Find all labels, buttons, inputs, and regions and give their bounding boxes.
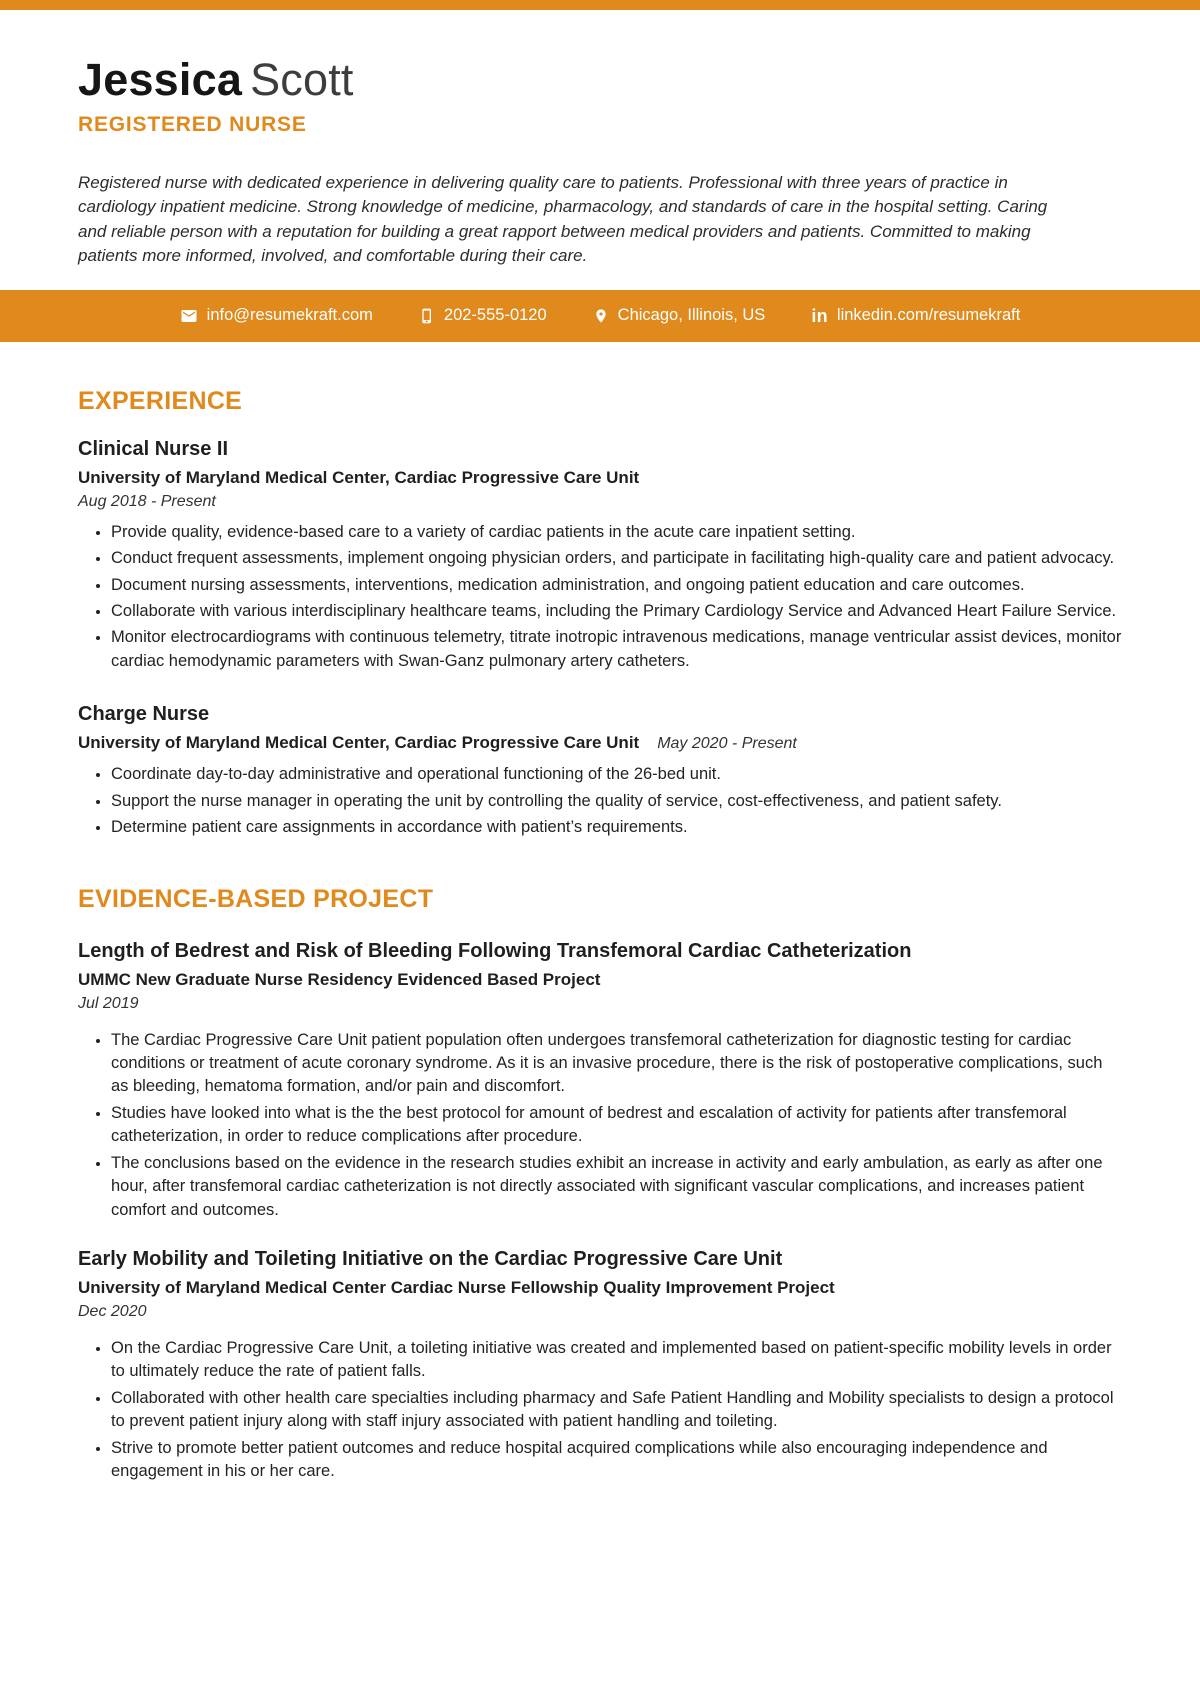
job-entry bbox=[78, 438, 1122, 674]
contact-phone[interactable] bbox=[419, 306, 547, 325]
projects-heading: EVIDENCE-BASED PROJECT bbox=[78, 884, 434, 913]
project-title: Length of Bedrest and Risk of Bleeding Following Transfemoral Cardiac Catheterization bbox=[78, 939, 912, 962]
project-subtitle: UMMC New Graduate Nurse Residency Evidenced Based Project bbox=[78, 969, 601, 989]
job-organization: University of Maryland Medical Center, Cardiac Progressive Care Unit bbox=[78, 733, 640, 753]
candidate-name bbox=[78, 56, 1122, 103]
contact-linkedin-text: linkedin.com/resumekraft bbox=[836, 306, 1021, 325]
job-entry bbox=[78, 703, 1122, 839]
bullet-item: • Studies have looked into what is the the best protocol for amount of bedrest and escalation of activity for patients after transfemoral catheterization, in order to reduce complications after procedure. bbox=[111, 1102, 1122, 1149]
job-bullet-list bbox=[78, 521, 1122, 674]
job-organization-line bbox=[78, 733, 1122, 753]
resume-body bbox=[0, 387, 1200, 1547]
project-dates: Dec 2020 bbox=[78, 1302, 147, 1320]
resume-header bbox=[0, 10, 1200, 268]
job-dates: May 2020 - Present bbox=[657, 735, 797, 753]
bullet-item: • Provide quality, evidence-based care to a variety of cardiac patients in the acute care inpatient setting. bbox=[111, 521, 1122, 544]
experience-heading: EXPERIENCE bbox=[78, 386, 243, 415]
last-name: Scott bbox=[250, 54, 354, 105]
bullet-item: • The Cardiac Progressive Care Unit patient population often undergoes transfemoral catheterization for diagnostic testing for cardiac conditions or treatment of acute coronary syndrome. As it is an invasive procedure, there is the risk of postoperative complications, such as bleeding, hematoma formation, and/or pain and discomfort. bbox=[111, 1029, 1122, 1099]
project-entry bbox=[78, 1248, 1122, 1484]
contact-bar bbox=[0, 290, 1200, 342]
bullet-item: • Conduct frequent assessments, implement ongoing physician orders, and participate in facilitating high-quality care and patient advocacy. bbox=[111, 547, 1122, 570]
contact-linkedin[interactable] bbox=[811, 306, 1020, 325]
job-dates: Aug 2018 - Present bbox=[78, 492, 216, 510]
job-title: Clinical Nurse II bbox=[78, 437, 229, 460]
location-pin-icon bbox=[593, 307, 609, 325]
bullet-item: • Coordinate day-to-day administrative and operational functioning of the 26-bed unit. bbox=[111, 763, 1122, 786]
bullet-item: • Strive to promote better patient outcomes and reduce hospital acquired complications while also encouraging independence and engagement in his or her care. bbox=[111, 1437, 1122, 1484]
bullet-item: • On the Cardiac Progressive Care Unit, a toileting initiative was created and implemented based on patient-specific mobility levels in order to ultimately reduce the rate of patient falls. bbox=[111, 1337, 1122, 1384]
job-title: Charge Nurse bbox=[78, 703, 210, 726]
bullet-item: • Collaborated with other health care specialties including pharmacy and Safe Patient Handling and Mobility specialists to design a protocol to prevent patient injury along with staff injury associated with patient handling and toileting. bbox=[111, 1387, 1122, 1434]
bullet-item: • Monitor electrocardiograms with continuous telemetry, titrate inotropic intravenous medications, manage ventricular assist devices, monitor cardiac hemodynamic parameters with Swan-Ganz pulmonary artery catheters. bbox=[111, 626, 1122, 673]
email-icon bbox=[180, 307, 198, 325]
bullet-item: • Collaborate with various interdisciplinary healthcare teams, including the Primary Cardiology Service and Advanced Heart Failure Service. bbox=[111, 600, 1122, 623]
contact-location bbox=[593, 306, 766, 325]
linkedin-icon: in bbox=[811, 305, 828, 326]
first-name: Jessica bbox=[78, 54, 243, 105]
bullet-item: • The conclusions based on the evidence in the research studies exhibit an increase in activity and early ambulation, as early as after one hour, after transfemoral cardiac catheterization is not directly associated with significant vascular complications, and increases patient comfort and outcomes. bbox=[111, 1152, 1122, 1222]
project-bullet-list bbox=[78, 1337, 1122, 1484]
contact-email-text: info@resumekraft.com bbox=[206, 306, 373, 325]
project-subtitle: University of Maryland Medical Center Cardiac Nurse Fellowship Quality Improvement Project bbox=[78, 1277, 835, 1297]
project-entry bbox=[78, 940, 1122, 1222]
top-accent-bar bbox=[0, 0, 1200, 10]
contact-email[interactable] bbox=[180, 306, 373, 325]
contact-location-text: Chicago, Illinois, US bbox=[617, 306, 766, 325]
project-title: Early Mobility and Toileting Initiative on the Cardiac Progressive Care Unit bbox=[78, 1247, 783, 1270]
phone-icon bbox=[419, 307, 435, 325]
bullet-item: • Determine patient care assignments in accordance with patient’s requirements. bbox=[111, 816, 1122, 839]
project-dates: Jul 2019 bbox=[78, 994, 139, 1012]
job-bullet-list bbox=[78, 763, 1122, 839]
job-organization: University of Maryland Medical Center, Cardiac Progressive Care Unit bbox=[78, 467, 640, 487]
contact-phone-text: 202-555-0120 bbox=[443, 306, 547, 325]
section-projects bbox=[78, 885, 1122, 1484]
bullet-item: • Support the nurse manager in operating the unit by controlling the quality of service, cost-effectiveness, and patient safety. bbox=[111, 790, 1122, 813]
summary-text: Registered nurse with dedicated experience in delivering quality care to patients. Professional with three years of practice in cardiology inpatient medicine. Strong knowledge of medicine, pharmacology, and standards of care in the hospital setting. Caring and reliable person with a reputation for building a great rapport between medical providers and patients. Committed to making patients more informed, involved, and comfortable during their care. bbox=[78, 173, 1048, 265]
professional-title: REGISTERED NURSE bbox=[78, 113, 307, 137]
bullet-item: • Document nursing assessments, interventions, medication administration, and ongoing patient education and care outcomes. bbox=[111, 574, 1122, 597]
project-bullet-list bbox=[78, 1029, 1122, 1222]
section-experience bbox=[78, 387, 1122, 840]
